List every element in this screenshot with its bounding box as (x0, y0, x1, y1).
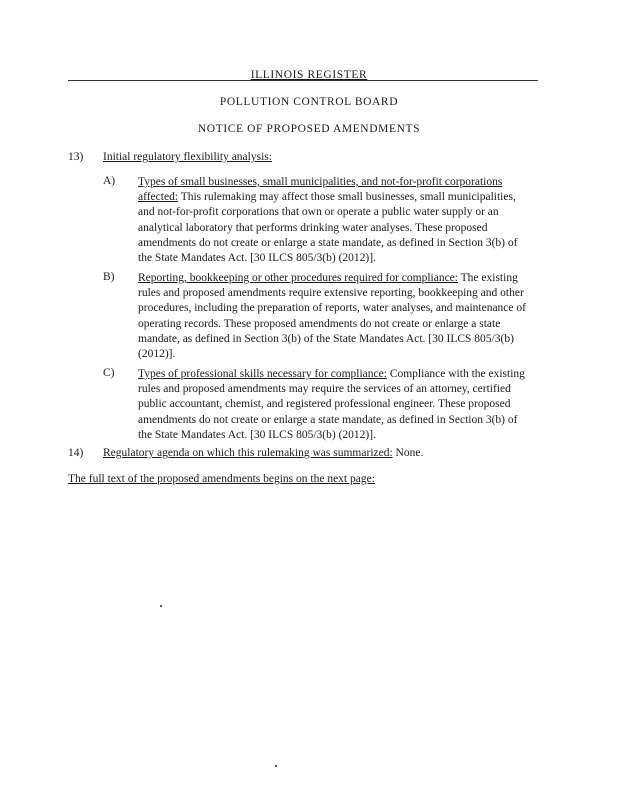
section-13-number: 13) (68, 151, 84, 163)
board-name: POLLUTION CONTROL BOARD (219, 96, 399, 108)
section-14-heading: Regulatory agenda on which this rulemaking was summarized: (103, 447, 393, 459)
section-14-value: None. (395, 447, 424, 459)
item-a-text: This rulemaking may affect those small businesses, small municipalities, and not-for-profit corporations that own or operate a public water supply or an analytical laboratory that performs drinking water analyses. These proposed amendments do not create or enlarge a state mandate, as defined in Section 3(b) of the State Mandates Act. [30 ILCS 805/3(b) (2012)]. (138, 191, 518, 265)
section-14-number: 14) (68, 447, 84, 459)
scan-speck (160, 605, 162, 607)
item-c-text: Compliance with the existing rules and proposed amendments may require the services of an attorney, certified public accountant, chemist, and registered professional engineer. These proposed amendments do not create or enlarge a state mandate, as defined in Section 3(b) of the State Mandates Act. [30 ILCS 805/3(b) (2012)]. (138, 368, 525, 441)
item-b-letter: B) (103, 271, 115, 283)
section-14-line (103, 447, 423, 459)
notice-title: NOTICE OF PROPOSED AMENDMENTS (197, 123, 421, 135)
full-text-intro: The full text of the proposed amendments begins on the next page: (68, 473, 375, 485)
item-a-letter: A) (103, 175, 116, 187)
item-a-title: Types of small businesses, small municipalities, and not-for-profit corporations affected: (138, 176, 503, 204)
item-c-title: Types of professional skills necessary for compliance: (138, 368, 387, 380)
item-a-body (138, 175, 533, 266)
item-b-title: Reporting, bookkeeping or other procedures required for compliance: (138, 272, 458, 284)
item-b-text: The existing rules and proposed amendments require extensive reporting, bookkeeping and other procedures, including the preparation of reports, water analyses, and maintenance of operating records. These proposed amendments do not create or enlarge a state mandate, as defined in Section 3(b) of the State Mandates Act. [30 ILCS 805/3(b) (2012)]. (138, 272, 526, 361)
register-title: ILLINOIS REGISTER (250, 69, 368, 81)
item-b-body (138, 271, 533, 362)
item-c-letter: C) (103, 367, 115, 379)
scan-speck (275, 765, 277, 767)
section-13-heading: Initial regulatory flexibility analysis: (103, 151, 272, 163)
item-c-body (138, 367, 533, 443)
